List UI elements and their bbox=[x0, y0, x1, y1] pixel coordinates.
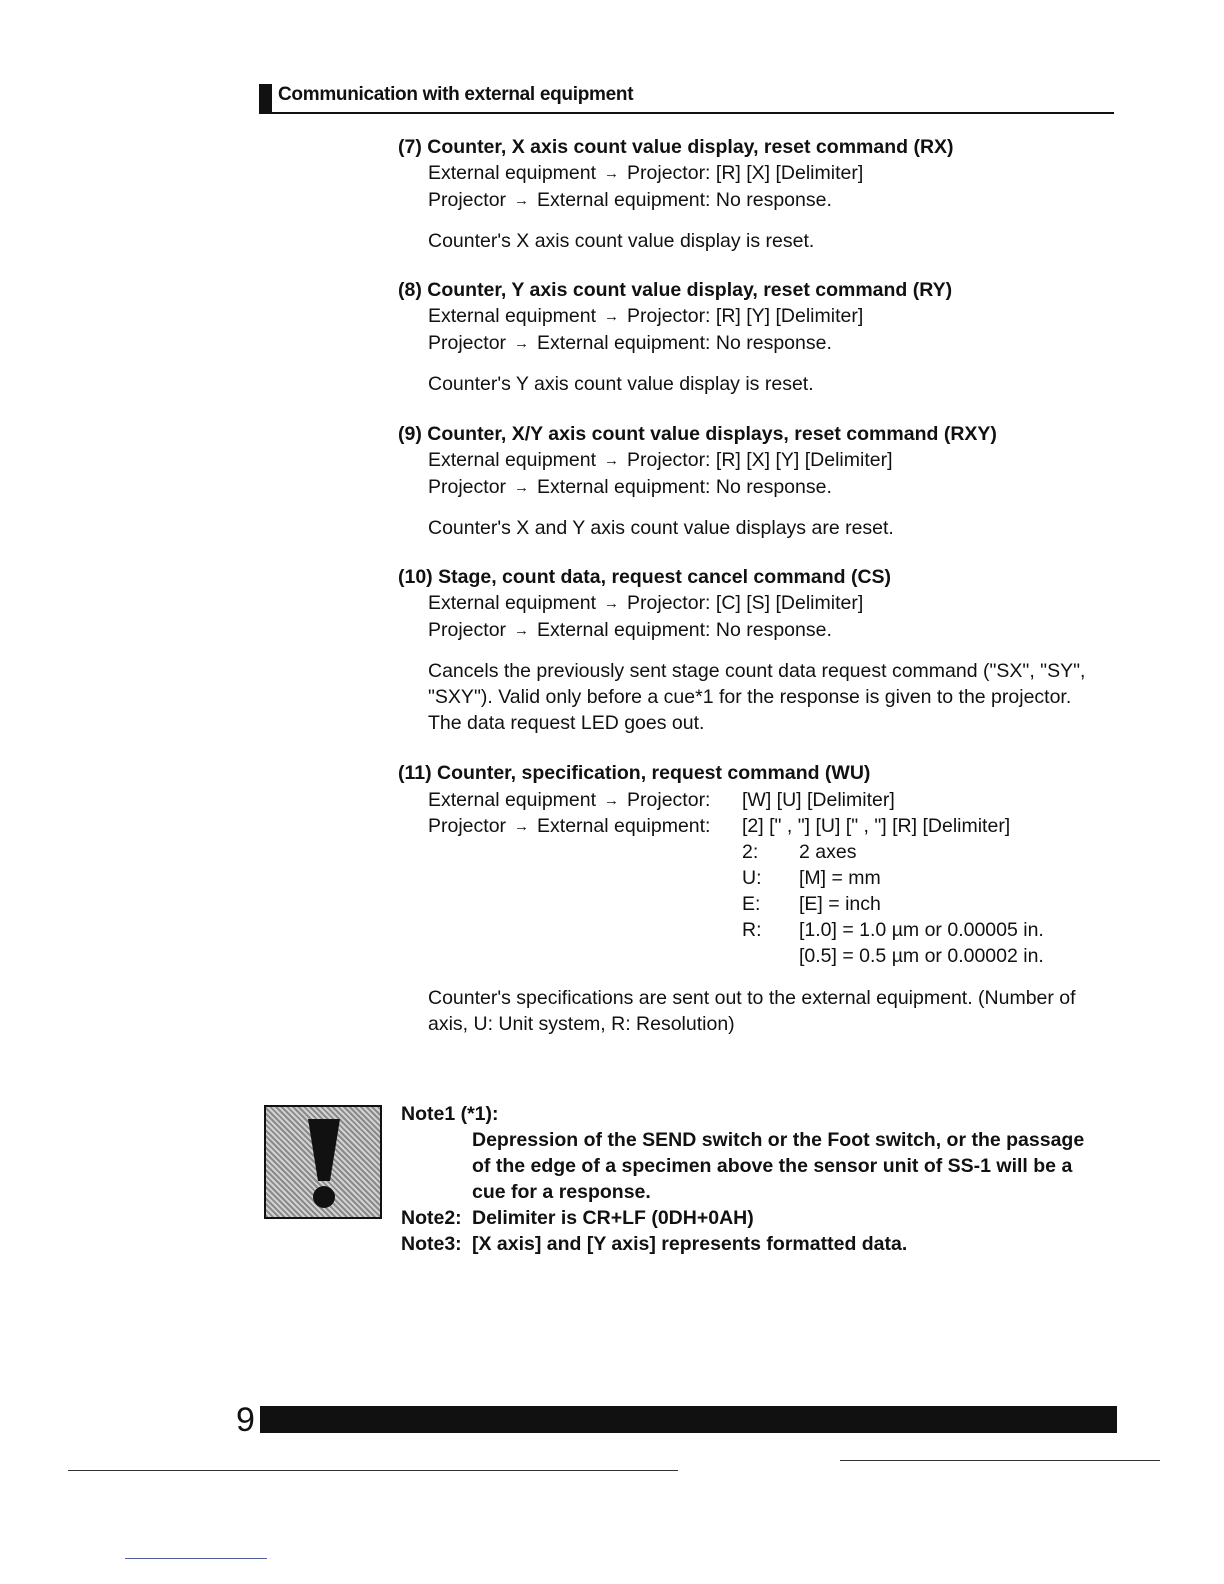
command-section-ry bbox=[398, 277, 1118, 397]
command-send-line bbox=[398, 447, 1118, 474]
line-source: Projector bbox=[428, 189, 507, 211]
line-source: External equipment bbox=[428, 305, 597, 327]
command-title: (8) Counter, Y axis count value display, reset command (RY) bbox=[398, 279, 953, 301]
line-source: External equipment bbox=[428, 449, 597, 471]
spec-definition bbox=[398, 891, 1118, 917]
right-arrow-icon: → bbox=[514, 335, 530, 352]
description-line: Counter's X axis count value display is reset. bbox=[428, 230, 815, 252]
command-description bbox=[398, 658, 1118, 736]
command-response-line bbox=[398, 187, 1118, 214]
right-arrow-icon: → bbox=[514, 818, 530, 835]
spec-send-row bbox=[398, 787, 1118, 813]
command-section-rxy bbox=[398, 421, 1118, 541]
definition-value: [0.5] = 0.5 µm or 0.00002 in. bbox=[799, 945, 1044, 967]
definition-key: R: bbox=[742, 919, 762, 941]
line-source: Projector bbox=[428, 476, 507, 498]
note-3 bbox=[401, 1231, 1121, 1257]
right-arrow-icon: → bbox=[514, 479, 530, 496]
spec-definition bbox=[398, 839, 1118, 865]
warning-icon bbox=[264, 1105, 382, 1219]
line-target: External equipment: No response. bbox=[537, 189, 832, 211]
spec-row-value: [W] [U] [Delimiter] bbox=[742, 789, 895, 811]
command-title: (11) Counter, specification, request command (WU) bbox=[398, 762, 871, 784]
line-target: Projector: [C] [S] [Delimiter] bbox=[627, 592, 864, 614]
command-response-line bbox=[398, 474, 1118, 501]
line-target: External equipment: No response. bbox=[537, 332, 832, 354]
header-marker bbox=[259, 84, 272, 114]
footer-rule bbox=[840, 1460, 1160, 1461]
definition-value: 2 axes bbox=[799, 841, 857, 863]
command-response-line bbox=[398, 617, 1118, 644]
spec-definition bbox=[398, 865, 1118, 891]
note-1-body bbox=[401, 1127, 1121, 1205]
line-source: External equipment bbox=[428, 592, 597, 614]
spec-row-label bbox=[428, 813, 710, 840]
note-1 bbox=[401, 1101, 1121, 1127]
command-section-wu bbox=[398, 760, 1118, 786]
header-rule bbox=[259, 112, 1114, 114]
description-line: Cancels the previously sent stage count data request command ("SX", "SY", bbox=[428, 660, 1086, 682]
description-line: The data request LED goes out. bbox=[428, 712, 705, 734]
header-title: Communication with external equipment bbox=[278, 84, 634, 105]
right-arrow-icon: → bbox=[604, 165, 620, 182]
description-line: "SXY"). Valid only before a cue*1 for the response is given to the projector. bbox=[428, 686, 1072, 708]
definition-value: [M] = mm bbox=[799, 867, 881, 889]
line-source: External equipment bbox=[428, 789, 597, 811]
note-2 bbox=[401, 1205, 1121, 1231]
command-title: (10) Stage, count data, request cancel command (CS) bbox=[398, 566, 892, 588]
definition-key: E: bbox=[742, 893, 761, 915]
description-line: axis, U: Unit system, R: Resolution) bbox=[428, 1013, 735, 1035]
right-arrow-icon: → bbox=[514, 192, 530, 209]
command-title: (9) Counter, X/Y axis count value displays, reset command (RXY) bbox=[398, 423, 997, 445]
command-description bbox=[398, 371, 1118, 397]
note-label: Note2: bbox=[401, 1207, 462, 1229]
command-section-cs bbox=[398, 564, 1118, 736]
definition-value: [E] = inch bbox=[799, 893, 881, 915]
definition-key: 2: bbox=[742, 841, 759, 863]
note-text: Delimiter is CR+LF (0DH+0AH) bbox=[472, 1207, 754, 1229]
note-line: cue for a response. bbox=[472, 1181, 651, 1203]
note-label: Note3: bbox=[401, 1233, 462, 1255]
exclamation-icon bbox=[266, 1107, 380, 1217]
section-header bbox=[259, 82, 1114, 114]
spec-row-value: [2] [" , "] [U] [" , "] [R] [Delimiter] bbox=[742, 815, 1011, 837]
line-target: Projector: bbox=[627, 789, 711, 811]
line-target: Projector: [R] [X] [Y] [Delimiter] bbox=[627, 449, 893, 471]
line-target: External equipment: bbox=[537, 815, 711, 837]
line-target: Projector: [R] [Y] [Delimiter] bbox=[627, 305, 864, 327]
right-arrow-icon: → bbox=[604, 452, 620, 469]
footer-rule bbox=[125, 1558, 267, 1559]
line-target: External equipment: No response. bbox=[537, 476, 832, 498]
spec-row-label bbox=[428, 787, 710, 814]
description-line: Counter's Y axis count value display is reset. bbox=[428, 373, 814, 395]
definition-key: U: bbox=[742, 867, 762, 889]
line-source: External equipment bbox=[428, 162, 597, 184]
command-send-line bbox=[398, 303, 1118, 330]
command-response-line bbox=[398, 330, 1118, 357]
right-arrow-icon: → bbox=[604, 308, 620, 325]
note-line: of the edge of a specimen above the sensor unit of SS-1 will be a bbox=[472, 1155, 1073, 1177]
spec-response-row bbox=[398, 813, 1118, 839]
line-target: Projector: [R] [X] [Delimiter] bbox=[627, 162, 864, 184]
footer-rule bbox=[68, 1470, 678, 1471]
line-source: Projector bbox=[428, 332, 507, 354]
right-arrow-icon: → bbox=[604, 595, 620, 612]
footer-bar bbox=[260, 1406, 1117, 1433]
description-line: Counter's X and Y axis count value displays are reset. bbox=[428, 517, 894, 539]
note-label: Note1 (*1): bbox=[401, 1103, 499, 1125]
line-source: Projector bbox=[428, 815, 507, 837]
command-description bbox=[398, 985, 1118, 1037]
definition-value: [1.0] = 1.0 µm or 0.00005 in. bbox=[799, 919, 1044, 941]
command-send-line bbox=[398, 590, 1118, 617]
notes-block bbox=[401, 1101, 1121, 1257]
command-section-rx bbox=[398, 134, 1118, 254]
right-arrow-icon: → bbox=[604, 792, 620, 809]
spec-definition bbox=[398, 917, 1118, 943]
note-line: Depression of the SEND switch or the Foot switch, or the passage bbox=[472, 1129, 1085, 1151]
page-number: 9 bbox=[236, 1401, 255, 1439]
command-description bbox=[398, 228, 1118, 254]
spec-table bbox=[398, 787, 1118, 1037]
description-line: Counter's specifications are sent out to the external equipment. (Number of bbox=[428, 987, 1076, 1009]
right-arrow-icon: → bbox=[514, 622, 530, 639]
command-send-line bbox=[398, 160, 1118, 187]
line-source: Projector bbox=[428, 619, 507, 641]
line-target: External equipment: No response. bbox=[537, 619, 832, 641]
note-text: [X axis] and [Y axis] represents formatted data. bbox=[472, 1233, 908, 1255]
spec-definition bbox=[398, 943, 1118, 969]
command-title: (7) Counter, X axis count value display, reset command (RX) bbox=[398, 136, 954, 158]
command-description bbox=[398, 515, 1118, 541]
